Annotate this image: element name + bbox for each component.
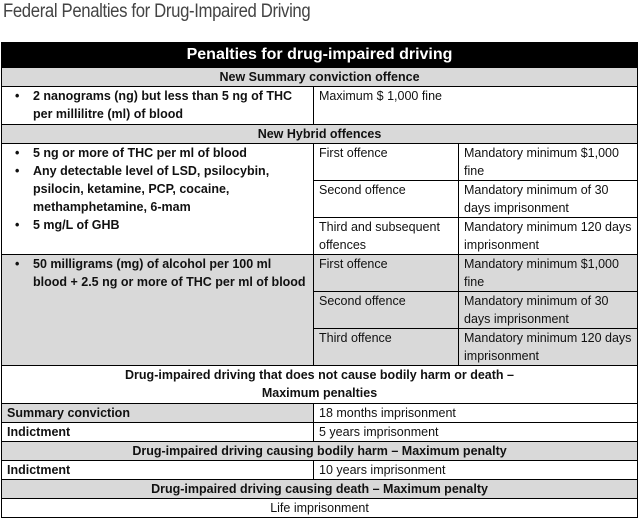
section-heading-row <box>2 125 638 144</box>
penalty-cell: Mandatory minimum 120 days imprisonment <box>459 329 638 366</box>
table-header-row <box>2 43 638 68</box>
penalty-cell: Mandatory minimum of 30 days imprisonment <box>459 292 638 329</box>
offence-cell: First offence <box>314 255 459 292</box>
row-label: Indictment <box>2 423 314 442</box>
penalty-cell: Mandatory minimum 120 days imprisonment <box>459 218 638 255</box>
table-row <box>2 87 638 125</box>
table-row <box>2 144 638 181</box>
table-row <box>2 404 638 423</box>
penalty-cell: Mandatory minimum of 30 days imprisonment <box>459 181 638 218</box>
list-item: • 5 mg/L of GHB <box>7 216 308 234</box>
summary-section-heading: New Summary conviction offence <box>2 68 638 87</box>
offence-cell: Third offence <box>314 329 459 366</box>
list-item: • 50 milligrams (mg) of alcohol per 100 ml blood + 2.5 ng or more of THC per ml of blood <box>7 255 308 291</box>
page-title: Federal Penalties for Drug-Impaired Driving <box>3 1 311 22</box>
bodily-harm-section-heading: Drug-impaired driving causing bodily harm – Maximum penalty <box>2 442 638 461</box>
row-value: 10 years imprisonment <box>314 461 638 480</box>
penalty-cell: Mandatory minimum $1,000 fine <box>459 255 638 292</box>
list-item: • Any detectable level of LSD, psilocybin, psilocin, ketamine, PCP, cocaine, methamphetamine, 6-mam <box>7 162 308 216</box>
offence-cell: First offence <box>314 144 459 181</box>
section-heading-row <box>2 366 638 404</box>
offence-cell: Second offence <box>314 181 459 218</box>
section-heading-row <box>2 480 638 499</box>
section-heading-row <box>2 68 638 87</box>
summary-condition: • 2 nanograms (ng) but less than 5 ng of THC per millilitre (ml) of blood <box>7 87 308 123</box>
table-row <box>2 499 638 518</box>
death-penalty-value: Life imprisonment <box>2 499 638 518</box>
offence-cell: Second offence <box>314 292 459 329</box>
hybrid-group2-conditions <box>2 255 314 366</box>
summary-penalty: Maximum $ 1,000 fine <box>314 87 638 125</box>
no-harm-section-heading: Drug-impaired driving that does not cause bodily harm or death – Maximum penalties <box>2 366 638 404</box>
row-label: Indictment <box>2 461 314 480</box>
table-header: Penalties for drug-impaired driving <box>2 43 638 68</box>
penalty-cell: Mandatory minimum $1,000 fine <box>459 144 638 181</box>
section-heading-row <box>2 442 638 461</box>
summary-condition-cell <box>2 87 314 125</box>
hybrid-group1-conditions <box>2 144 314 255</box>
death-section-heading: Drug-impaired driving causing death – Maximum penalty <box>2 480 638 499</box>
table-row <box>2 255 638 292</box>
hybrid-section-heading: New Hybrid offences <box>2 125 638 144</box>
table-row <box>2 461 638 480</box>
row-label: Summary conviction <box>2 404 314 423</box>
table-row <box>2 423 638 442</box>
row-value: 18 months imprisonment <box>314 404 638 423</box>
list-item: • 5 ng or more of THC per ml of blood <box>7 144 308 162</box>
row-value: 5 years imprisonment <box>314 423 638 442</box>
offence-cell: Third and subsequent offences <box>314 218 459 255</box>
penalties-table <box>1 42 638 518</box>
